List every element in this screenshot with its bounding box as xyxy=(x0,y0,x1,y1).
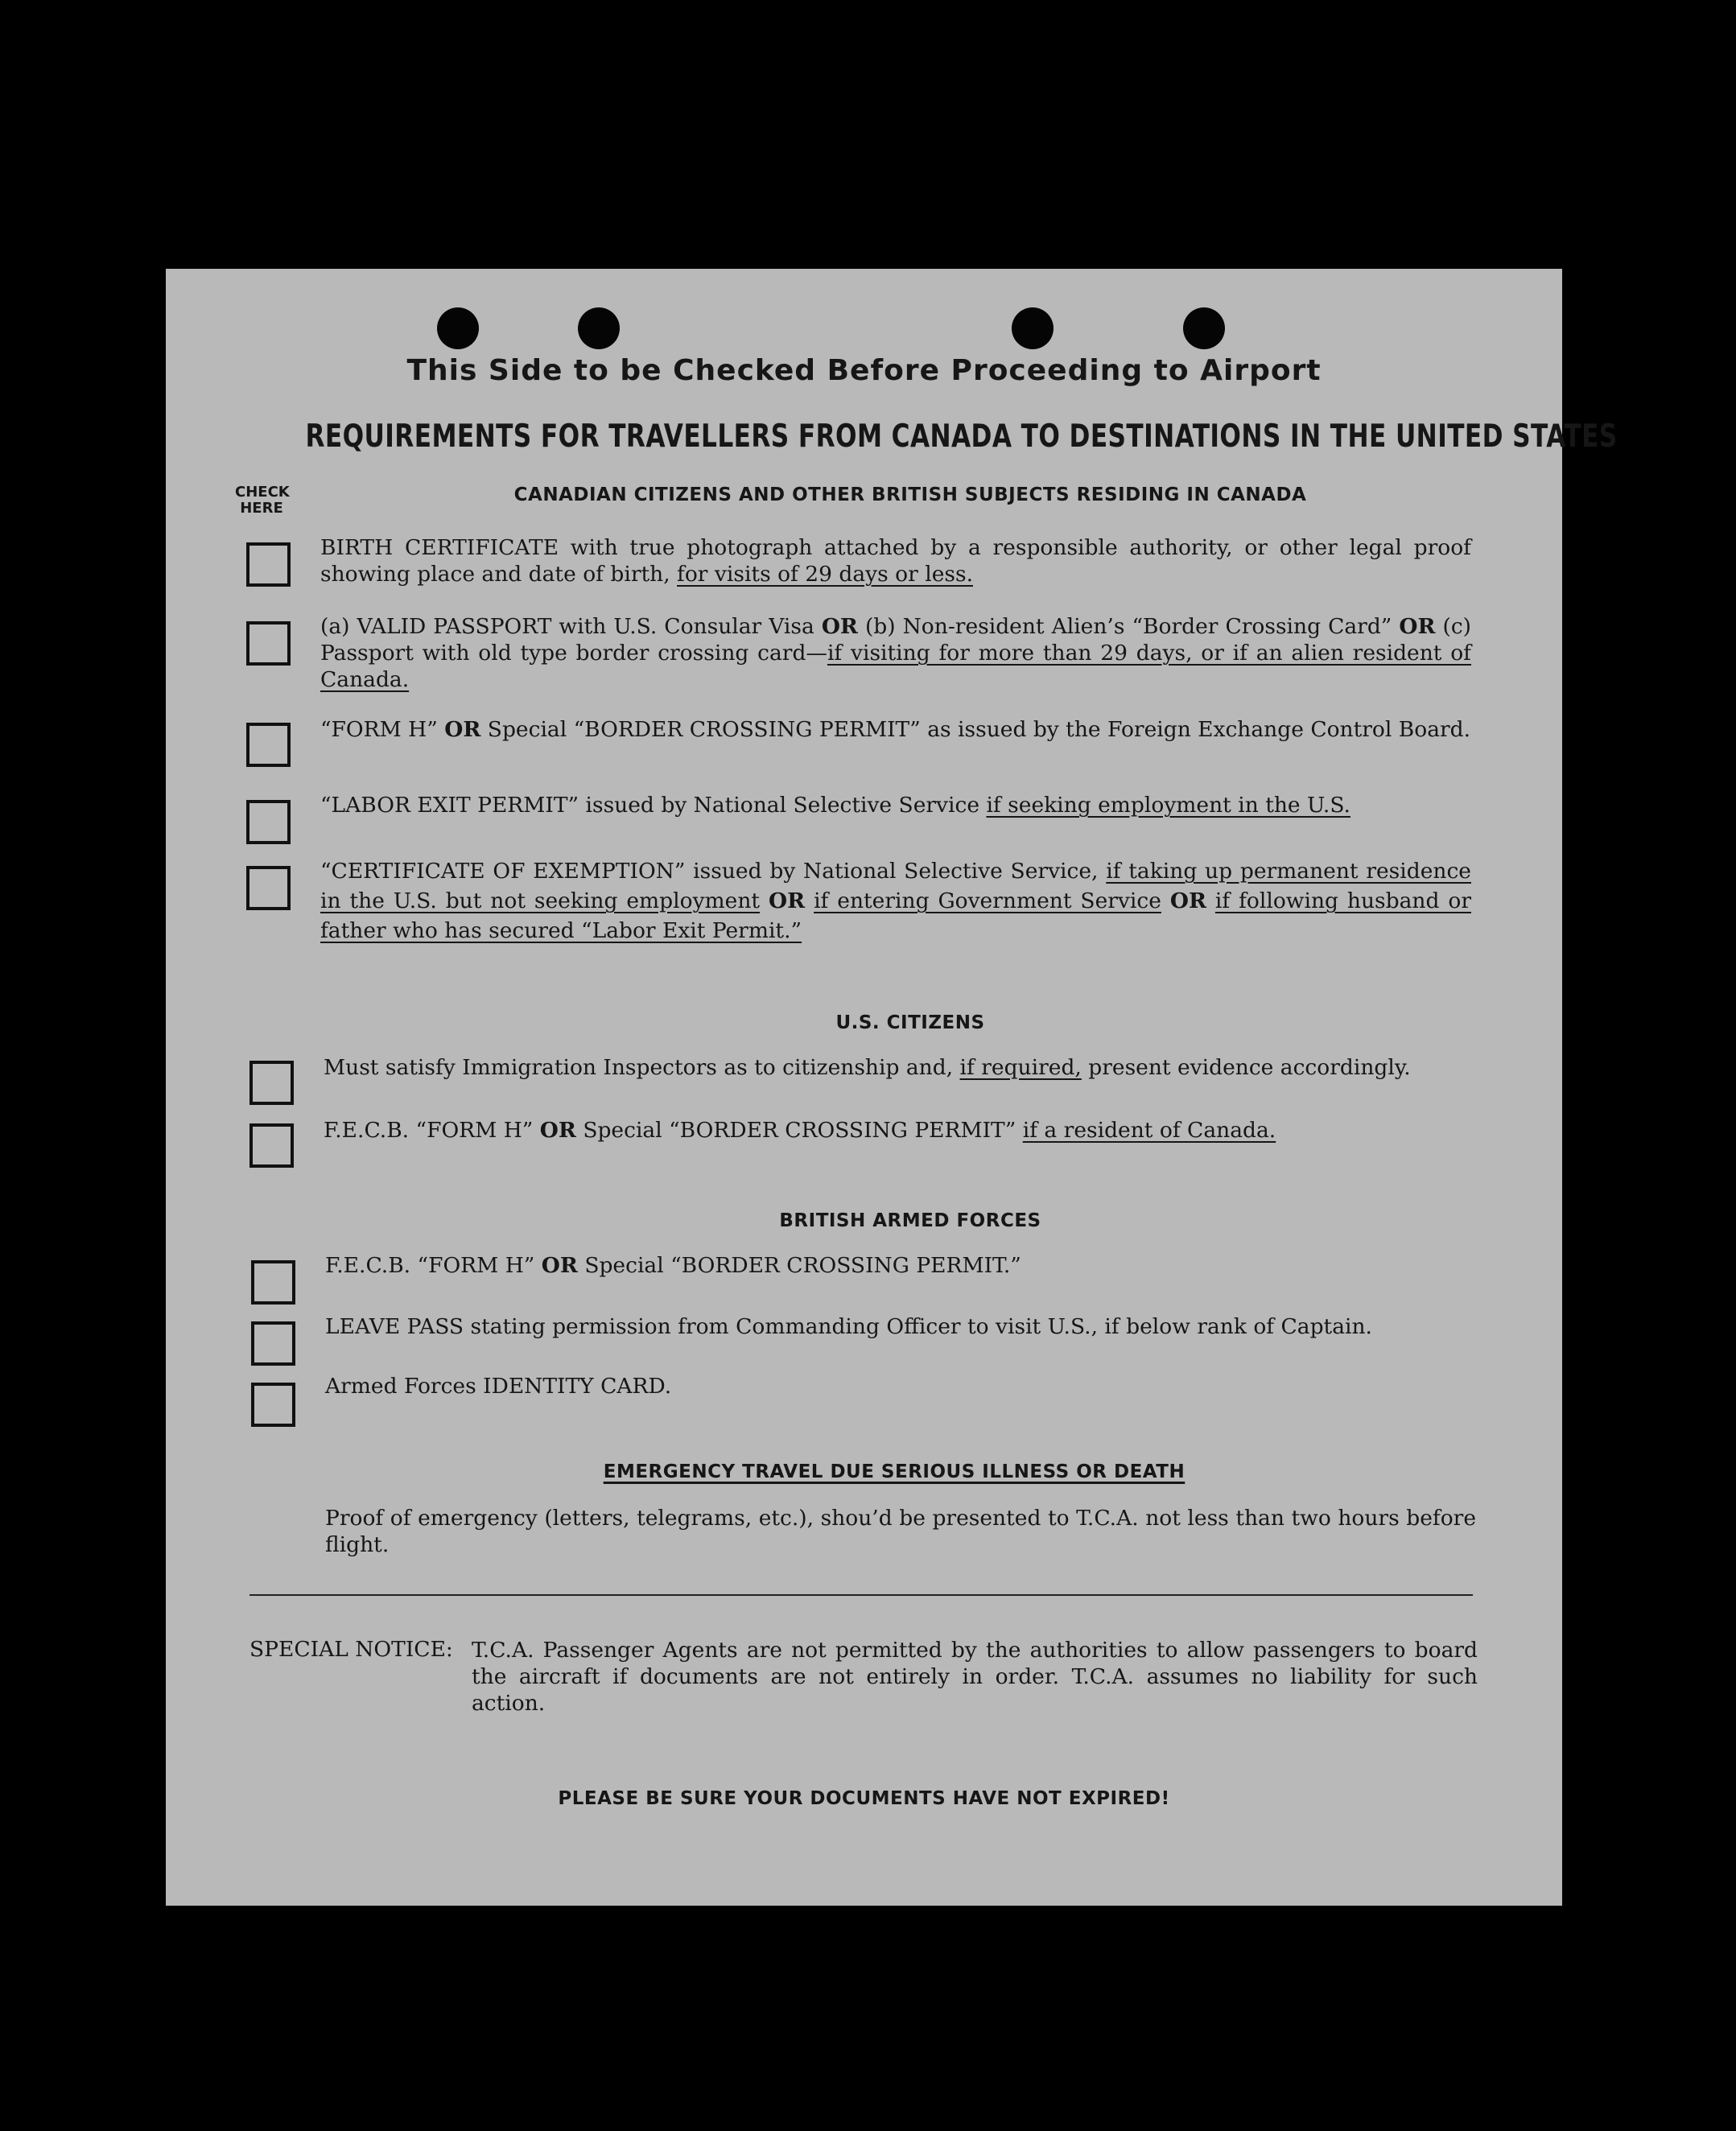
checkbox-armed-form-h[interactable] xyxy=(251,1260,295,1305)
checkbox-certificate-exemption[interactable] xyxy=(246,866,291,910)
checkbox-us-citizenship[interactable] xyxy=(249,1061,294,1105)
document-headline: REQUIREMENTS FOR TRAVELLERS FROM CANADA TO DESTINATIONS IN THE UNITED STATES xyxy=(305,418,1618,455)
item-labor-exit-permit: “LABOR EXIT PERMIT” issued by National Selective Service if seeking employment in the U.S. xyxy=(320,793,1350,818)
punch-hole xyxy=(1183,307,1225,349)
checkbox-passport[interactable] xyxy=(246,621,291,666)
punch-hole xyxy=(1012,307,1054,349)
emergency-text: Proof of emergency (letters, telegrams, etc.), shou’d be presented to T.C.A. not less than two hours before flight. xyxy=(325,1506,1476,1557)
section-heading-canadian: CANADIAN CITIZENS AND OTHER BRITISH SUBJECTS RESIDING IN CANADA xyxy=(513,484,1307,505)
footer-warning: PLEASE BE SURE YOUR DOCUMENTS HAVE NOT EXPIRED! xyxy=(558,1788,1170,1809)
section-heading-armed-forces: BRITISH ARMED FORCES xyxy=(779,1210,1041,1231)
special-notice-text: T.C.A. Passenger Agents are not permitted by the authorities to allow passengers to board the aircraft if documents are not entirely in order. T.C.A. assumes no liability for such action. xyxy=(472,1638,1478,1716)
item-certificate-exemption: “CERTIFICATE OF EXEMPTION” issued by National Selective Service, if taking up permanent residence in the U.S. but not seeking employment OR if entering Government Service OR if following husband or father who has secured “Labor Exit Permit.” xyxy=(320,859,1471,943)
item-passport: (a) VALID PASSPORT with U.S. Consular Visa OR (b) Non-resident Alien’s “Border Crossing Card” OR (c) Passport with old type border crossing card—if visiting for more than 29 days, or if an alien resident of Canada. xyxy=(320,614,1472,692)
divider-line xyxy=(249,1594,1473,1596)
check-here-label: CHECK HERE xyxy=(235,484,290,517)
section-heading-us-citizens: U.S. CITIZENS xyxy=(835,1012,985,1033)
punch-hole xyxy=(437,307,479,349)
checkbox-us-form-h[interactable] xyxy=(249,1123,294,1168)
section-heading-emergency: EMERGENCY TRAVEL DUE SERIOUS ILLNESS OR DEATH xyxy=(603,1461,1186,1482)
checkbox-identity-card[interactable] xyxy=(251,1383,295,1427)
punch-hole xyxy=(578,307,620,349)
document-page xyxy=(166,269,1618,1906)
item-form-h: “FORM H” OR Special “BORDER CROSSING PERMIT” as issued by the Foreign Exchange Control Board. xyxy=(320,717,1471,742)
item-leave-pass: LEAVE PASS stating permission from Commanding Officer to visit U.S., if below rank of Captain. xyxy=(325,1314,1372,1339)
item-us-citizenship: Must satisfy Immigration Inspectors as to citizenship and, if required, present evidence accordingly. xyxy=(324,1055,1411,1080)
checkbox-birth-certificate[interactable] xyxy=(246,542,291,587)
page-title: This Side to be Checked Before Proceeding to Airport xyxy=(406,354,1322,387)
checkbox-leave-pass[interactable] xyxy=(251,1321,295,1366)
item-armed-form-h: F.E.C.B. “FORM H” OR Special “BORDER CROSSING PERMIT.” xyxy=(325,1253,1021,1278)
item-identity-card: Armed Forces IDENTITY CARD. xyxy=(325,1374,672,1399)
item-us-form-h: F.E.C.B. “FORM H” OR Special “BORDER CROSSING PERMIT” if a resident of Canada. xyxy=(324,1118,1276,1143)
checkbox-form-h[interactable] xyxy=(246,723,291,767)
item-birth-certificate: BIRTH CERTIFICATE with true photograph attached by a responsible authority, or other legal proof showing place and date of birth, for visits of 29 days or less. xyxy=(320,535,1471,587)
special-notice-label: SPECIAL NOTICE: xyxy=(249,1637,453,1662)
checkbox-labor-exit-permit[interactable] xyxy=(246,800,291,844)
